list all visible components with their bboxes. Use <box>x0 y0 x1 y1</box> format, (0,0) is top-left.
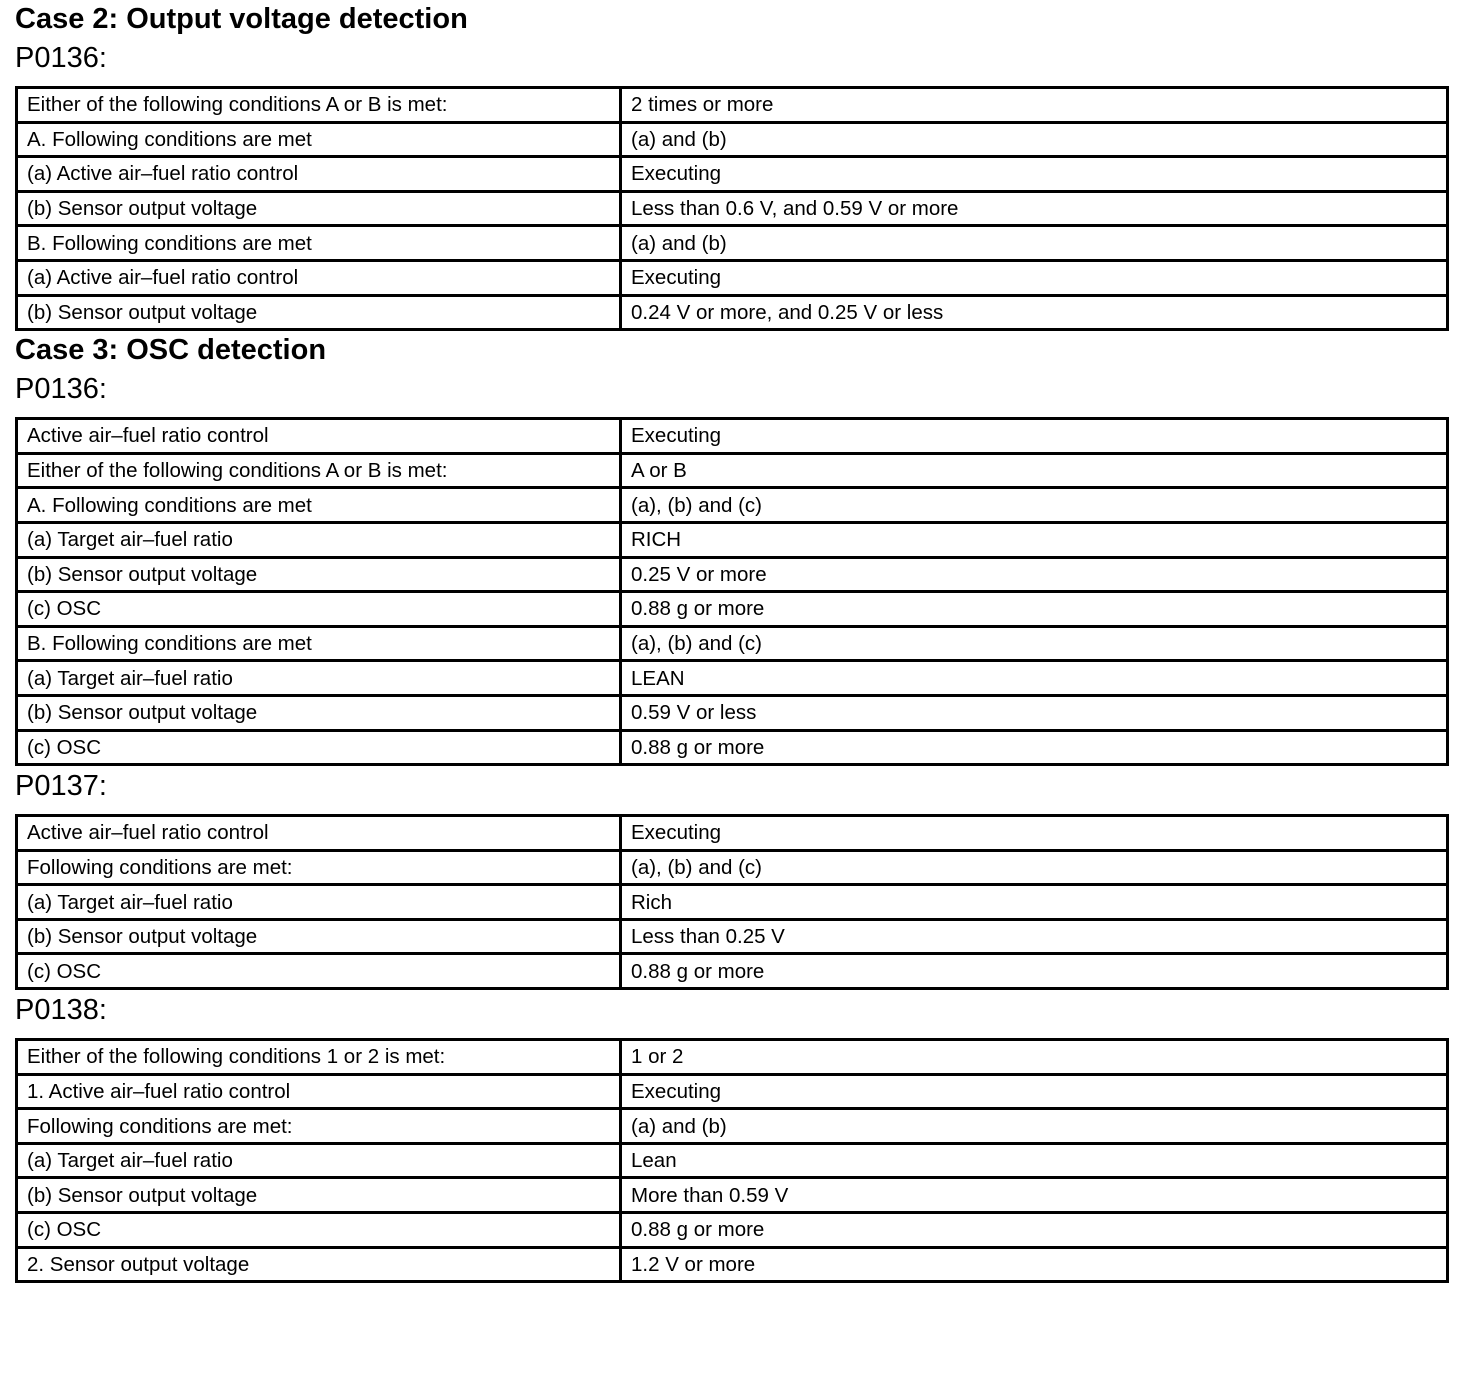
condition-cell: (b) Sensor output voltage <box>17 557 621 592</box>
value-cell: Less than 0.25 V <box>621 919 1448 954</box>
condition-cell: (b) Sensor output voltage <box>17 295 621 330</box>
table-row <box>17 730 1448 765</box>
value-cell: RICH <box>621 522 1448 557</box>
table-row <box>17 1040 1448 1075</box>
value-cell: More than 0.59 V <box>621 1178 1448 1213</box>
condition-cell: B. Following conditions are met <box>17 226 621 261</box>
table-row <box>17 419 1448 454</box>
document <box>15 0 1447 1283</box>
value-cell: (a), (b) and (c) <box>621 626 1448 661</box>
table-row <box>17 1109 1448 1144</box>
value-cell: Executing <box>621 419 1448 454</box>
value-cell: Executing <box>621 816 1448 851</box>
value-cell: Rich <box>621 885 1448 920</box>
case3-p0136-table <box>15 417 1449 766</box>
table-row <box>17 122 1448 157</box>
value-cell: LEAN <box>621 661 1448 696</box>
table-row <box>17 919 1448 954</box>
case3-p0137-table <box>15 814 1449 990</box>
table-row <box>17 488 1448 523</box>
table-row <box>17 1143 1448 1178</box>
condition-cell: Either of the following conditions A or B is met: <box>17 88 621 123</box>
condition-cell: (c) OSC <box>17 592 621 627</box>
table-row <box>17 850 1448 885</box>
value-cell: 1.2 V or more <box>621 1247 1448 1282</box>
condition-cell: 1. Active air–fuel ratio control <box>17 1074 621 1109</box>
table-row <box>17 557 1448 592</box>
condition-cell: Either of the following conditions 1 or 2 is met: <box>17 1040 621 1075</box>
table-row <box>17 453 1448 488</box>
value-cell: Lean <box>621 1143 1448 1178</box>
value-cell: 0.59 V or less <box>621 695 1448 730</box>
value-cell: (a), (b) and (c) <box>621 850 1448 885</box>
table-row <box>17 816 1448 851</box>
value-cell: 0.88 g or more <box>621 730 1448 765</box>
table-row <box>17 260 1448 295</box>
table-row <box>17 1213 1448 1248</box>
case3-p0136-code: P0136: <box>15 373 107 406</box>
value-cell: Executing <box>621 157 1448 192</box>
value-cell: 0.88 g or more <box>621 1213 1448 1248</box>
case3-heading: Case 3: OSC detection <box>15 334 327 367</box>
condition-cell: (a) Target air–fuel ratio <box>17 661 621 696</box>
value-cell: (a) and (b) <box>621 226 1448 261</box>
case3-p0137-code: P0137: <box>15 770 107 803</box>
condition-cell: (b) Sensor output voltage <box>17 1178 621 1213</box>
condition-cell: (a) Active air–fuel ratio control <box>17 260 621 295</box>
value-cell: (a) and (b) <box>621 122 1448 157</box>
table-row <box>17 954 1448 989</box>
value-cell: 0.88 g or more <box>621 954 1448 989</box>
table-row <box>17 1178 1448 1213</box>
condition-cell: Following conditions are met: <box>17 850 621 885</box>
table-row <box>17 191 1448 226</box>
case2-conditions-table <box>15 86 1449 331</box>
table-row <box>17 661 1448 696</box>
value-cell: Executing <box>621 260 1448 295</box>
condition-cell: Active air–fuel ratio control <box>17 419 621 454</box>
condition-cell: 2. Sensor output voltage <box>17 1247 621 1282</box>
value-cell: 0.25 V or more <box>621 557 1448 592</box>
value-cell: 0.88 g or more <box>621 592 1448 627</box>
table-row <box>17 295 1448 330</box>
value-cell: Executing <box>621 1074 1448 1109</box>
condition-cell: (a) Active air–fuel ratio control <box>17 157 621 192</box>
value-cell: (a) and (b) <box>621 1109 1448 1144</box>
table-row <box>17 157 1448 192</box>
condition-cell: (a) Target air–fuel ratio <box>17 885 621 920</box>
condition-cell: (c) OSC <box>17 1213 621 1248</box>
condition-cell: Active air–fuel ratio control <box>17 816 621 851</box>
condition-cell: B. Following conditions are met <box>17 626 621 661</box>
table-row <box>17 226 1448 261</box>
condition-cell: (b) Sensor output voltage <box>17 919 621 954</box>
condition-cell: (c) OSC <box>17 730 621 765</box>
case2-heading: Case 2: Output voltage detection <box>15 3 468 35</box>
condition-cell: Following conditions are met: <box>17 1109 621 1144</box>
case2-dtc-code: P0136: <box>15 42 107 74</box>
value-cell: 1 or 2 <box>621 1040 1448 1075</box>
condition-cell: A. Following conditions are met <box>17 488 621 523</box>
value-cell: (a), (b) and (c) <box>621 488 1448 523</box>
value-cell: A or B <box>621 453 1448 488</box>
value-cell: Less than 0.6 V, and 0.59 V or more <box>621 191 1448 226</box>
table-row <box>17 592 1448 627</box>
table-row <box>17 1247 1448 1282</box>
condition-cell: (b) Sensor output voltage <box>17 695 621 730</box>
condition-cell: (a) Target air–fuel ratio <box>17 522 621 557</box>
table-row <box>17 885 1448 920</box>
table-row <box>17 88 1448 123</box>
case3-p0138-code: P0138: <box>15 994 107 1027</box>
value-cell: 0.24 V or more, and 0.25 V or less <box>621 295 1448 330</box>
condition-cell: (a) Target air–fuel ratio <box>17 1143 621 1178</box>
condition-cell: (b) Sensor output voltage <box>17 191 621 226</box>
table-row <box>17 522 1448 557</box>
case3-p0138-table <box>15 1038 1449 1283</box>
condition-cell: Either of the following conditions A or B is met: <box>17 453 621 488</box>
condition-cell: (c) OSC <box>17 954 621 989</box>
table-row <box>17 695 1448 730</box>
condition-cell: A. Following conditions are met <box>17 122 621 157</box>
table-row <box>17 1074 1448 1109</box>
table-row <box>17 626 1448 661</box>
value-cell: 2 times or more <box>621 88 1448 123</box>
